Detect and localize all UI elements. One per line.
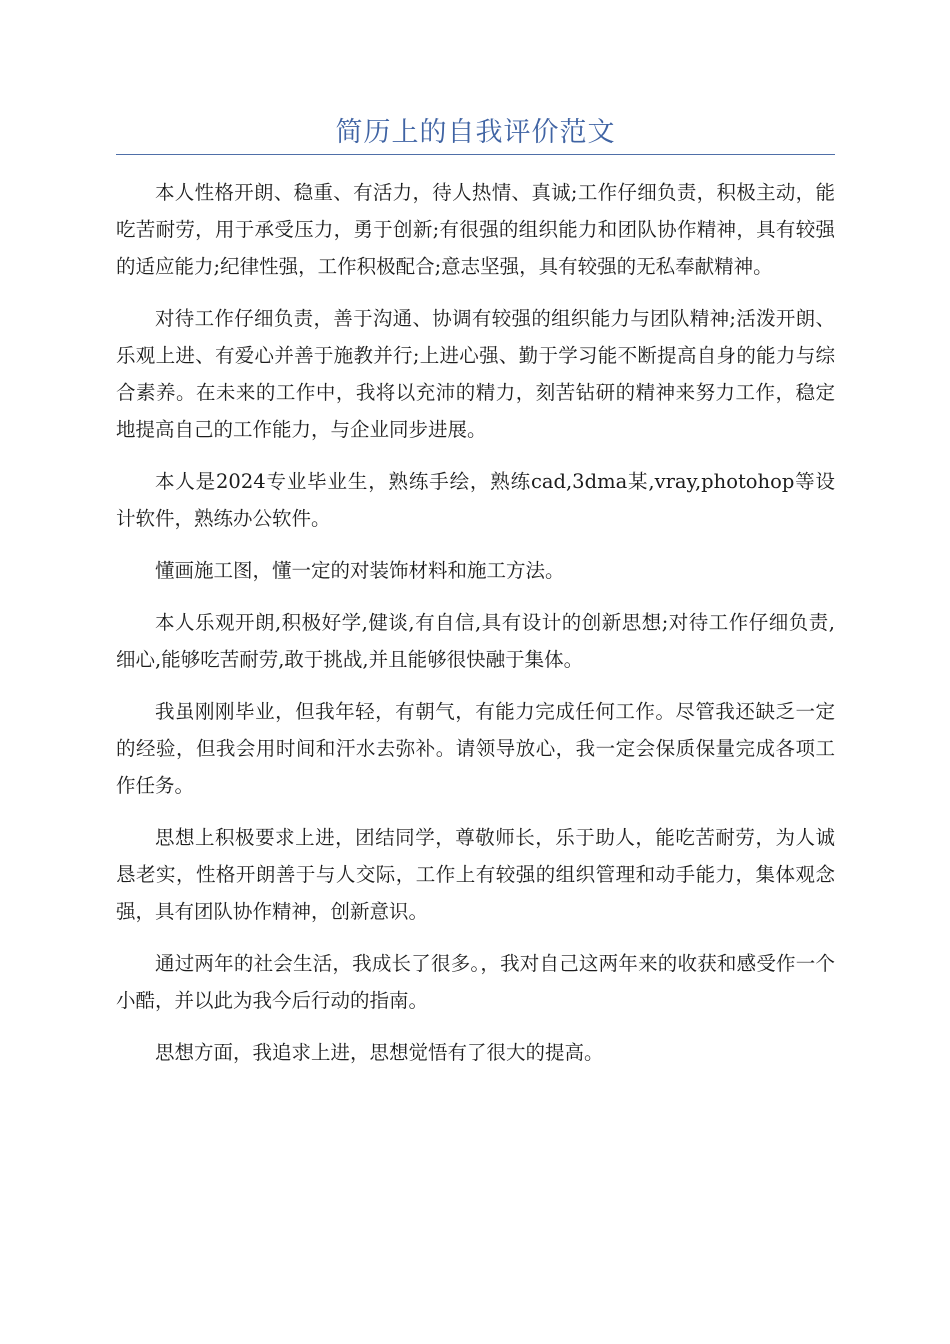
- paragraph-9: 思想方面，我追求上进，思想觉悟有了很大的提高。: [155, 1041, 604, 1064]
- paragraph-1: 本人性格开朗、稳重、有活力，待人热情、真诚;工作仔细负责，积极主动，能吃苦耐劳，用于承受压力，勇于创新;有很强的组织能力和团队协作精神，具有较强的适应能力;纪律性强，工作积极配合;意志坚强，具有较强的无私奉献精神。: [116, 181, 835, 278]
- paragraph-5: 本人乐观开朗,积极好学,健谈,有自信,具有设计的创新思想;对待工作仔细负责,细心,能够吃苦耐劳,敢于挑战,并且能够很快融于集体。: [116, 611, 835, 671]
- title-block: [116, 112, 835, 155]
- paragraph-2: 对待工作仔细负责，善于沟通、协调有较强的组织能力与团队精神;活泼开朗、乐观上进、有爱心并善于施教并行;上进心强、勤于学习能不断提高自身的能力与综合素养。在未来的工作中，我将以充沛的精力，刻苦钻研的精神来努力工作，稳定地提高自己的工作能力，与企业同步进展。: [116, 307, 835, 441]
- paragraph-7: 思想上积极要求上进，团结同学，尊敬师长，乐于助人，能吃苦耐劳，为人诚恳老实，性格开朗善于与人交际，工作上有较强的组织管理和动手能力，集体观念强，具有团队协作精神，创新意识。: [116, 826, 835, 923]
- document-body: [116, 174, 835, 1086]
- paragraph-6: 我虽刚刚毕业，但我年轻，有朝气，有能力完成任何工作。尽管我还缺乏一定的经验，但我会用时间和汗水去弥补。请领导放心，我一定会保质保量完成各项工作任务。: [116, 700, 835, 797]
- paragraph-3: 本人是2024专业毕业生，熟练手绘，熟练cad,3dma某,vray,photohop等设计软件，熟练办公软件。: [116, 470, 835, 530]
- paragraph-8: 通过两年的社会生活，我成长了很多。，我对自己这两年来的收获和感受作一个小酷，并以此为我今后行动的指南。: [116, 952, 835, 1012]
- document-title: 简历上的自我评价范文: [335, 117, 616, 148]
- paragraph-4: 懂画施工图，懂一定的对装饰材料和施工方法。: [155, 559, 565, 582]
